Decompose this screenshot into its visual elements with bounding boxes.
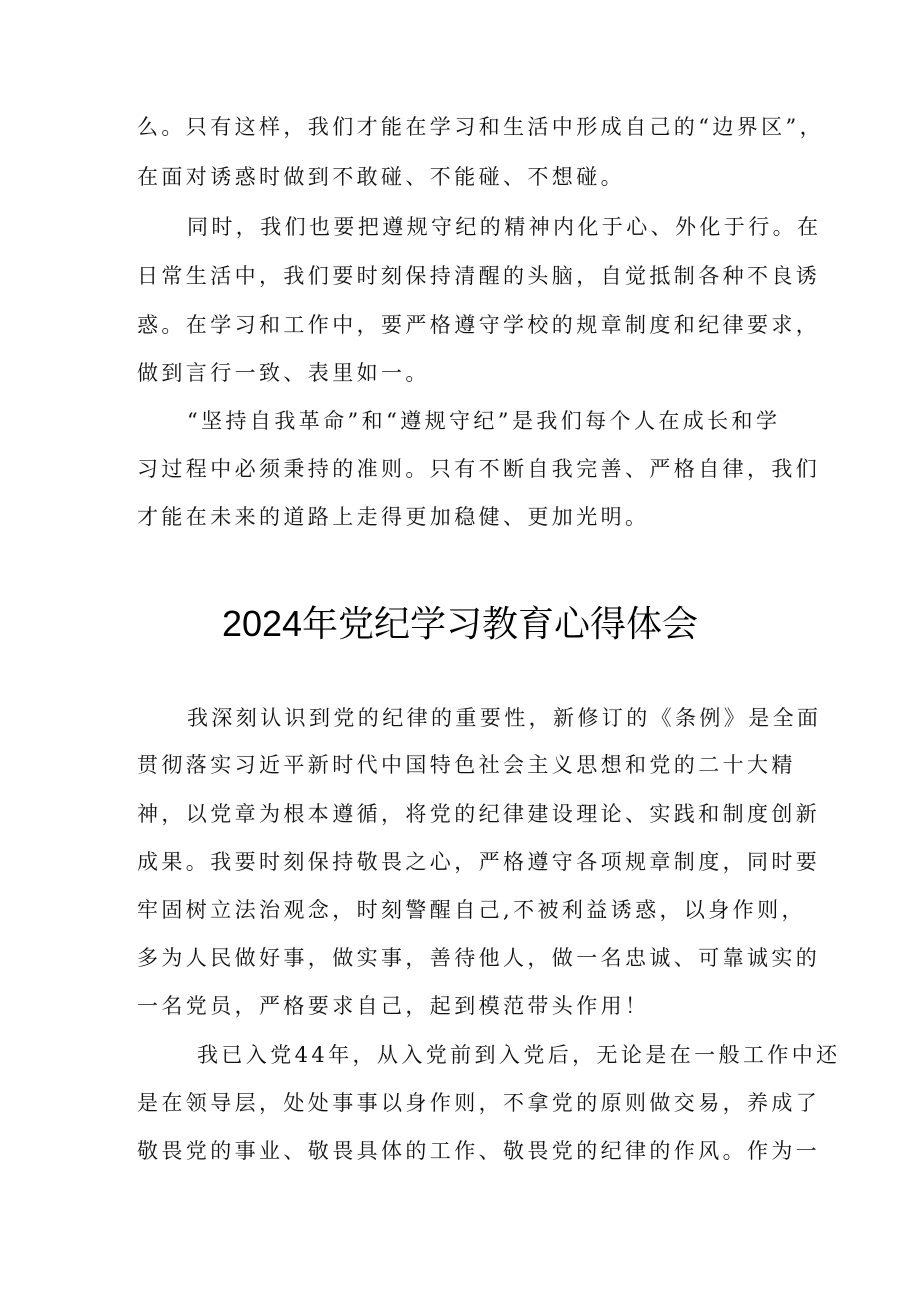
text-line: 么。只有这样，我们才能在学习和生活中形成自己的“边界区”，	[137, 115, 825, 139]
text-line: 多为人民做好事，做实事，善待他人，做一名忠诚、可靠诚实的	[137, 946, 821, 970]
text-line: 神，以党章为根本遵循，将党的纪律建设理论、实践和制度创新	[137, 802, 821, 826]
text-line: 惑。在学习和工作中，要严格遵守学校的规章制度和纪律要求，	[137, 313, 821, 337]
paragraph-start-line: 我已入党44年，从入党前到入党后，无论是在一般工作中还	[197, 1043, 841, 1067]
text-line: 日常生活中，我们要时刻保持清醒的头脑，自觉抵制各种不良诱	[137, 264, 821, 288]
paragraph-start-line: 同时，我们也要把遵规守纪的精神内化于心、外化于行。在	[187, 215, 822, 239]
text-line: 敬畏党的事业、敬畏具体的工作、敬畏党的纪律的作风。作为一	[137, 1139, 821, 1163]
text-line: 习过程中必须秉持的准则。只有不断自我完善、严格自律，我们	[137, 457, 821, 481]
text-line: 做到言行一致、表里如一。	[137, 361, 430, 385]
text-line: 贯彻落实习近平新时代中国特色社会主义思想和党的二十大精	[137, 753, 796, 777]
section-title: 2024年党纪学习教育心得体会	[221, 603, 699, 644]
text-line: 一名党员，严格要求自己，起到模范带头作用！	[137, 994, 650, 1018]
text-line: 在面对诱惑时做到不敢碰、不能碰、不想碰。	[137, 165, 625, 189]
text-line: 才能在未来的道路上走得更加稳健、更加光明。	[137, 505, 650, 529]
paragraph-start-line: “坚持自我革命”和“遵规守纪”是我们每个人在成长和学	[187, 409, 781, 433]
text-line: 成果。我要时刻保持敬畏之心，严格遵守各项规章制度，同时要	[137, 850, 821, 874]
paragraph-start-line: 我深刻认识到党的纪律的重要性，新修订的《条例》是全面	[187, 706, 822, 730]
text-line: 是在领导层，处处事事以身作则，不拿党的原则做交易，养成了	[137, 1091, 821, 1115]
text-line: 牢固树立法治观念，时刻警醒自己,不被利益诱惑，以身作则，	[137, 898, 806, 922]
